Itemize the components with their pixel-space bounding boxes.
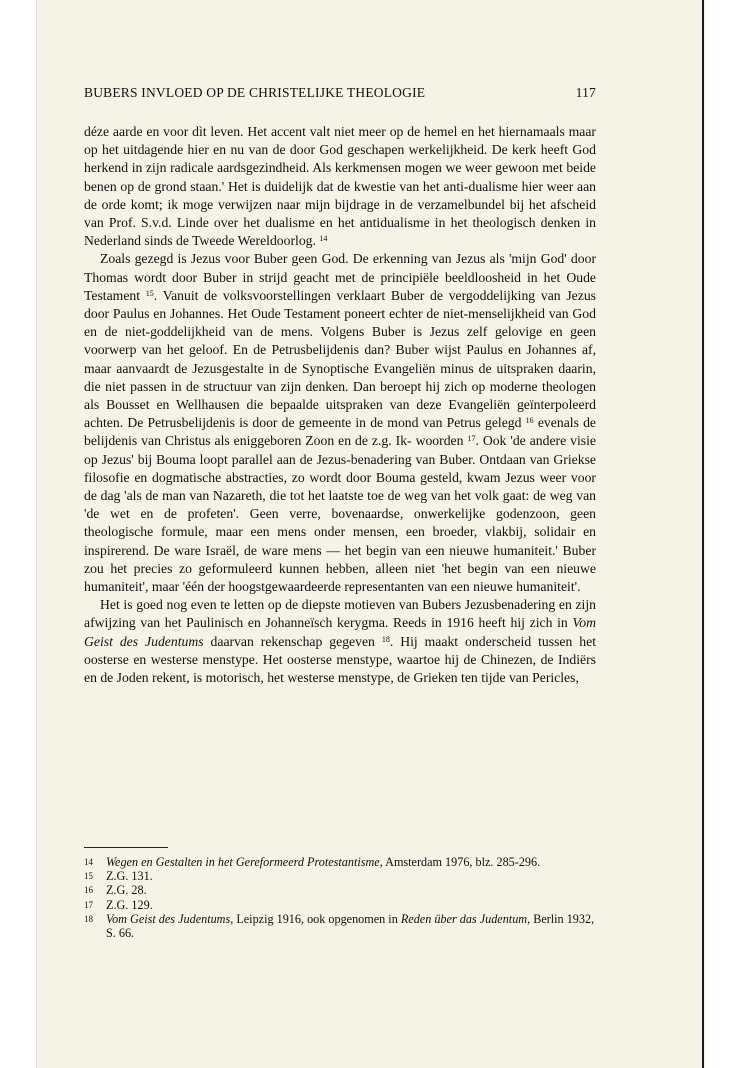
paragraph-2-text-d: . Ook 'de andere visie op Jezus' bij Bouma loopt parallel aan de Jezus-benadering van Buber. Ontdaan van Griekse filosofie en dogmatische abstracties, zo wordt door Bouma gesteld, kwam Jezus weer voor de dag 'als de man van Nazareth, die tot het laatste toe de weg van het volk gaat: de weg van 'de wet en de profeten'. Geen verre, bovenaardse, onwerkelijke godenzoon, geen theologische formule, maar een mens onder mensen, een broeder, vlakbij, solidair en inspirerend. De ware Israël, de ware mens — het begin van een nieuwe humaniteit.' Buber zou het precies zo geformuleerd kunnen hebben, alleen niet 'het begin van een nieuwe humaniteit', maar 'één der hoogstgewaardeerde representanten van een nieuwe humaniteit'. [84, 433, 596, 595]
footnote-ref-17[interactable]: 17 [467, 434, 476, 444]
footnote-number: 16 [84, 885, 93, 896]
footnote-text: Z.G. 131. [106, 869, 153, 884]
footnote-title: Wegen en Gestalten in het Gereformeerd Protestantisme, [106, 855, 383, 869]
footnote-text: Z.G. 129. [106, 897, 153, 912]
footnote-ref-18[interactable]: 18 [381, 634, 390, 644]
paragraph-2-text-b: . Vanuit de volksvoorstellingen verklaart Buber de vergoddelijking van Jezus door Paulus en Johannes. Het Oude Testament poneert echter de niet-menselijkheid van God en de niet-goddelijkheid van de mens. Volgens Buber is Jezus zelf gelovige en geen voorwerp van het geloof. En de Petrusbelijdenis dan? Buber wijst Paulus en Johannes af, maar aanvaardt de Jezusgestalte in de Synoptische Evangeliën minus de uitspraken daarin, die niet passen in de structuur van zijn denken. Dan beroept hij zich op moderne theologen als Bousset en Wellhausen die bepaalde uitspraken van deze Evangeliën geïnterpoleerd achten. De Petrusbelijdenis is door de gemeente in de mond van Petrus gelegd [84, 287, 596, 431]
paragraph-3-text-c: . Hij maakt onderscheid tussen het oosterse en westerse menstype. Het oosterse menstype, waartoe hij de Chinezen, de Indiërs en de Joden rekent, is motorisch, het westerse menstype, de Grieken ten tijde van Pericles, [84, 633, 596, 686]
footnote-16 [84, 883, 596, 897]
book-title: Vom Geist des Judentums [84, 615, 596, 649]
footnote-title: Vom Geist des Judentums, [106, 911, 234, 926]
footnote-ref-15[interactable]: 15 [145, 288, 154, 298]
running-title: BUBERS INVLOED OP DE CHRISTELIJKE THEOLOGIE [84, 85, 426, 100]
body-text [84, 123, 596, 687]
paragraph-3 [84, 596, 596, 687]
footnote-number: 18 [84, 913, 93, 924]
page-edge-shadow [702, 0, 704, 1068]
footnote-ref-14[interactable]: 14 [319, 234, 328, 244]
footnote-17 [84, 898, 596, 912]
paragraph-3-text-a: Het is goed nog even te letten op de diepste motieven van Bubers Jezusbenadering en zijn afwijzing van het Paulinisch en Johanneïsch kerygma. Reeds in 1916 heeft hij zich in [84, 597, 596, 631]
paragraph-3-text-b: daarvan rekenschap gegeven [203, 633, 375, 649]
footnote-rule [84, 847, 168, 848]
paragraph-2-text-c: evenals de belijdenis van Christus als eniggeboren Zoon en de z.g. Ik- woorden [84, 415, 596, 449]
footnote-number: 15 [84, 871, 93, 882]
footnote-text: Amsterdam 1976, blz. 285-296. [382, 855, 541, 869]
footnote-number: 14 [84, 857, 93, 867]
page-number: 117 [575, 85, 596, 100]
footnote-ref-16[interactable]: 16 [525, 416, 534, 426]
footnotes [84, 855, 596, 940]
paragraph-1-text: déze aarde en voor dìt leven. Het accent valt niet meer op de hemel en het hiernamaals maar op het uitdagende hier en nu van de door God geschapen werkelijkheid. De kerk heeft God herkend in zijn radicale aardsgezindheid. Als kerkmensen mogen we weer gewoon met beide benen op de grond staan.' Het is duidelijk dat de kwestie van het anti-dualisme hier weer aan de orde komt; ik moge verwijzen naar mijn bijdrage in de verzamelbundel bij het afscheid van Prof. S.v.d. Linde over het dualisme en het antidualisme in het theologisch denken in Nederland sinds de Tweede Wereldoorlog. [84, 124, 596, 249]
footnote-text: Z.G. 28. [106, 883, 147, 898]
footnote-text-2: Berlin 1932, S. 66. [106, 911, 595, 941]
paragraph-2 [84, 250, 596, 596]
footnote-text: Leipzig 1916, ook opgenomen in [233, 911, 401, 926]
footnote-18 [84, 912, 596, 940]
footnote-number: 17 [84, 899, 93, 910]
footnote-15 [84, 869, 596, 883]
paragraph-1 [84, 123, 596, 250]
paragraph-2-text-a: Zoals gezegd is Jezus voor Buber geen God. De erkenning van Jezus als 'mijn God' door Thomas wordt door Buber in strijd geacht met de principiële beeldloosheid in het Oude Testament [84, 251, 596, 303]
footnote-14 [84, 855, 596, 869]
footnote-title-2: Reden über das Judentum, [400, 911, 531, 926]
